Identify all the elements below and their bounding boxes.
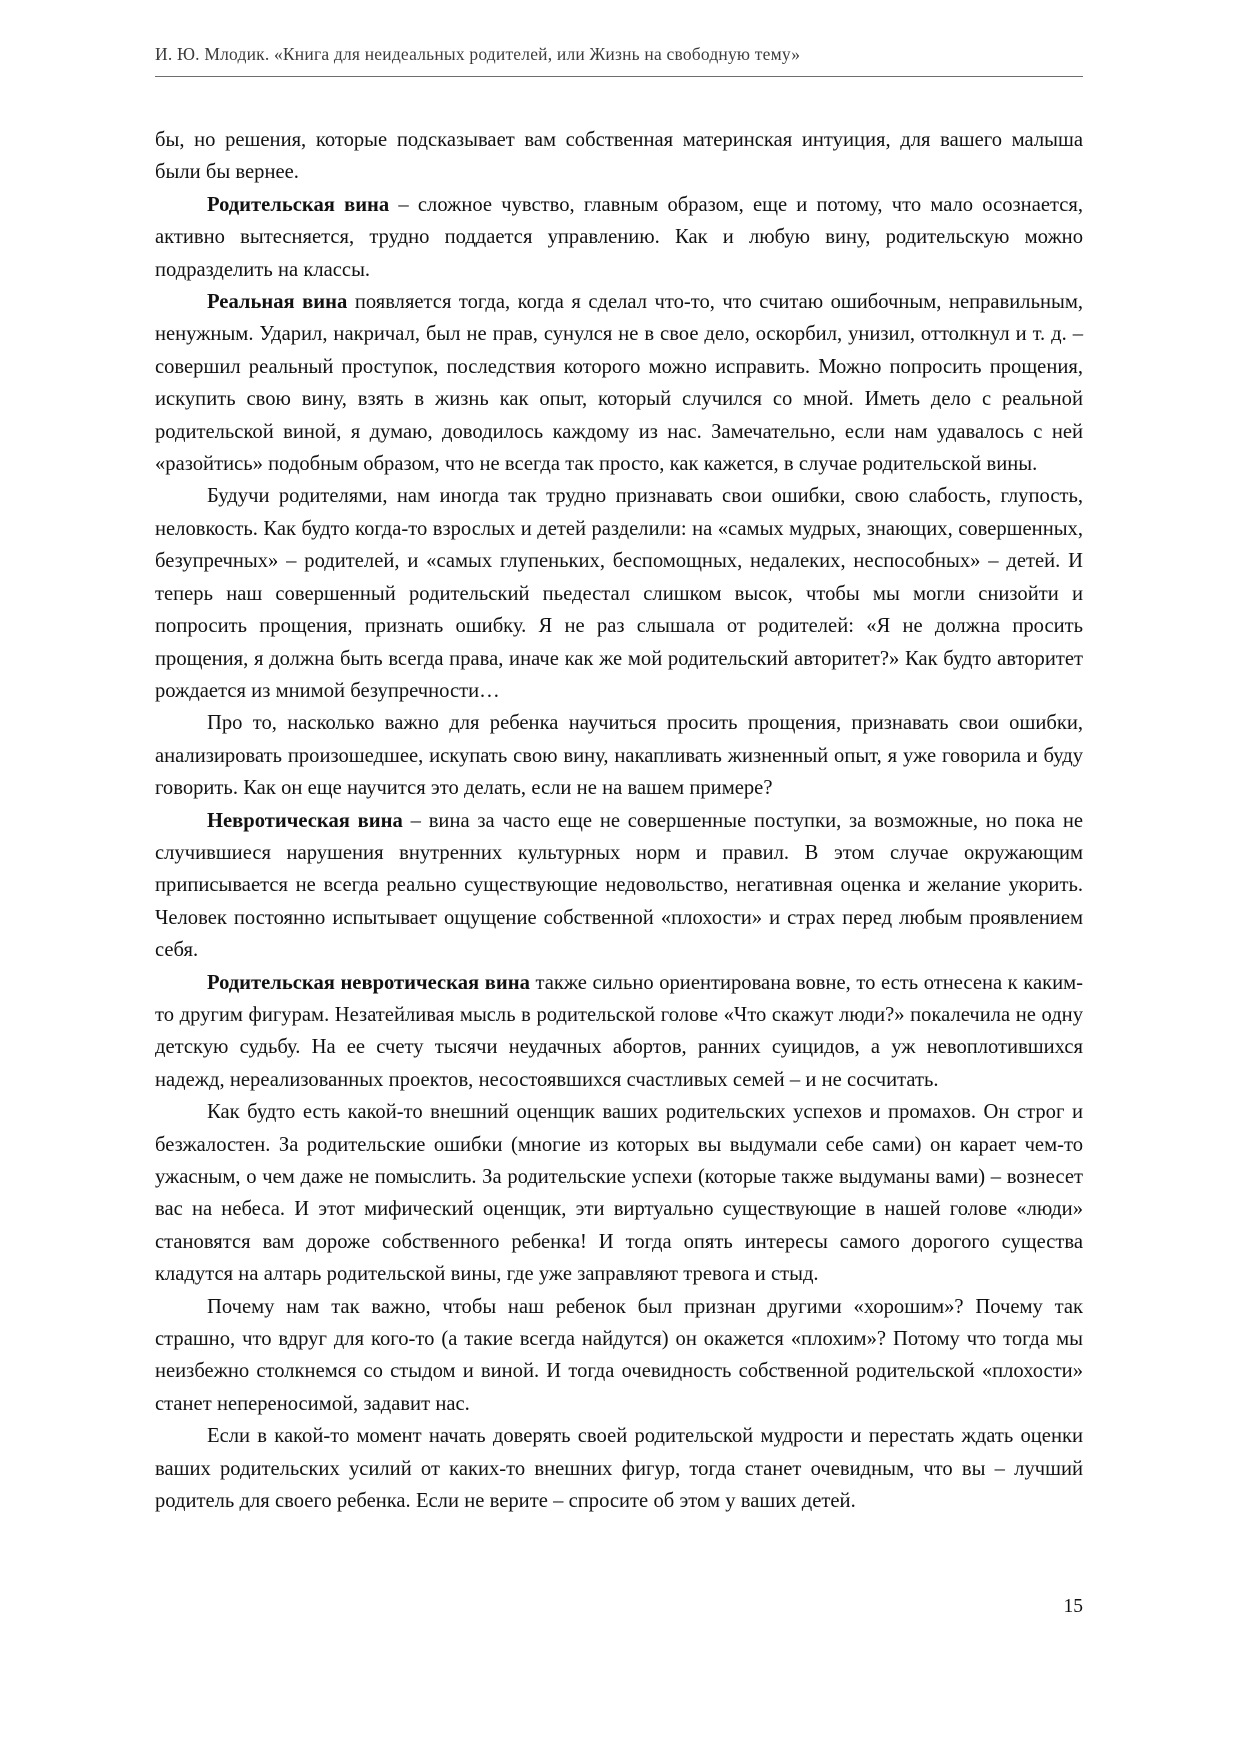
running-head-text: И. Ю. Млодик. «Книга для неидеальных родителей, или Жизнь на свободную тему»: [155, 44, 801, 64]
paragraph-real-guilt: [155, 286, 1083, 480]
paragraph-parental-neurotic-guilt: [155, 967, 1083, 1097]
page-number: 15: [1063, 1596, 1083, 1617]
paragraph-body-text: также сильно ориентирована вовне, то есть отнесена к каким-то другим фигурам. Незатейливая мысль в родительской голове «Что скажут люди?» покалечила не одну детскую судьбу. На ее счету тысячи неудачных абортов, ранних суицидов, а уж невоплотившихся надежд, нереализованных проектов, несостоявшихся счастливых семей – и не сосчитать.: [155, 971, 1083, 1091]
paragraph-body-text: Почему нам так важно, чтобы наш ребенок был признан другими «хорошим»? Почему так страшно, что вдруг для кого-то (а такие всегда найдутся) он окажется «плохим»? Потому что тогда мы неизбежно столкнемся со стыдом и виной. И тогда очевидность собственной родительской «плохости» станет непереносимой, задавит нас.: [155, 1295, 1083, 1415]
paragraph-body-text: Про то, насколько важно для ребенка научиться просить прощения, признавать свои ошибки, анализировать произошедшее, искупать свою вину, накапливать жизненный опыт, я уже говорила и буду говорить. Как он еще научится это делать, если не на вашем примере?: [155, 712, 1083, 800]
paragraph-body-text: Если в какой-то момент начать доверять своей родительской мудрости и перестать ждать оценки ваших родительских усилий от каких-то внешних фигур, тогда станет очевидным, что вы – лучший родитель для своего ребенка. Если не верите – спросите об этом у ваших детей.: [155, 1425, 1083, 1513]
paragraph-external-evaluator: [155, 1096, 1083, 1290]
paragraph-neurotic-guilt: [155, 805, 1083, 967]
paragraph-continuation: [155, 124, 1083, 189]
paragraph-lead-term: Реальная вина: [207, 291, 348, 314]
paragraph-being-parents: [155, 480, 1083, 707]
paragraph-lead-term: Невротическая вина: [207, 809, 403, 832]
paragraph-body-text: Будучи родителями, нам иногда так трудно признавать свои ошибки, свою слабость, глупость, неловкость. Как будто когда-то взрослых и детей разделили: на «самых мудрых, знающих, совершенных, безупречных» – родителей, и «самых глупеньких, беспомощных, недалеких, неспособных» – детей. И теперь наш совершенный родительский пьедестал слишком высок, чтобы мы могли снизойти и попросить прощения, признать ошибку. Я не раз слышала от родителей: «Я не должна просить прощения, я должна быть всегда права, иначе как же мой родительский авторитет?» Как будто авторитет рождается из мнимой безупречности…: [155, 485, 1083, 702]
paragraph-trust-wisdom: [155, 1420, 1083, 1517]
paragraph-body-text: – вина за часто еще не совершенные поступки, за возможные, но пока не случившиеся нарушения внутренних культурных норм и правил. В этом случае окружающим приписывается не всегда реально существующие недовольство, негативная оценка и желание укорить. Человек постоянно испытывает ощущение собственной «плохости» и страх перед любым проявлением себя.: [155, 809, 1083, 962]
paragraph-body-text: Как будто есть какой-то внешний оценщик ваших родительских успехов и промахов. Он строг и безжалостен. За родительские ошибки (многие из которых вы выдумали себе сами) он карает чем-то ужасным, о чем даже не помыслить. За родительские успехи (которые также выдуманы вами) – вознесет вас на небеса. И этот мифический оценщик, эти виртуально существующие в нашей голове «люди» становятся вам дороже собственного ребенка! И тогда опять интересы самого дорогого существа кладутся на алтарь родительской вины, где уже заправляют тревога и стыд.: [155, 1101, 1083, 1286]
paragraph-why-important: [155, 1291, 1083, 1421]
running-head: [155, 44, 1085, 65]
paragraph-parental-guilt: [155, 189, 1083, 286]
paragraph-about-importance: [155, 707, 1083, 804]
paragraph-body-text: бы, но решения, которые подсказывает вам собственная материнская интуиция, для вашего малыша были бы вернее.: [155, 129, 1083, 184]
paragraph-body-text: появляется тогда, когда я сделал что-то, что считаю ошибочным, неправильным, ненужным. Ударил, накричал, был не прав, сунулся не в свое дело, оскорбил, унизил, оттолкнул и т. д. – совершил реальный проступок, последствия которого можно исправить. Можно попросить прощения, искупить свою вину, взять в жизнь как опыт, который случился со мной. Иметь дело с реальной родительской виной, я думаю, доводилось каждому из нас. Замечательно, если нам удавалось с ней «разойтись» подобным образом, что не всегда так просто, как кажется, в случае родительской вины.: [155, 291, 1084, 476]
body-text-column: [155, 124, 1083, 1517]
paragraph-lead-term: Родительская вина: [207, 193, 390, 216]
paragraph-lead-term: Родительская невротическая вина: [207, 971, 530, 994]
header-divider-rule: [155, 76, 1083, 77]
paragraph-body-text: – сложное чувство, главным образом, еще и потому, что мало осознается, активно вытесняется, трудно поддается управлению. Как и любую вину, родительскую можно подразделить на классы.: [155, 193, 1083, 281]
